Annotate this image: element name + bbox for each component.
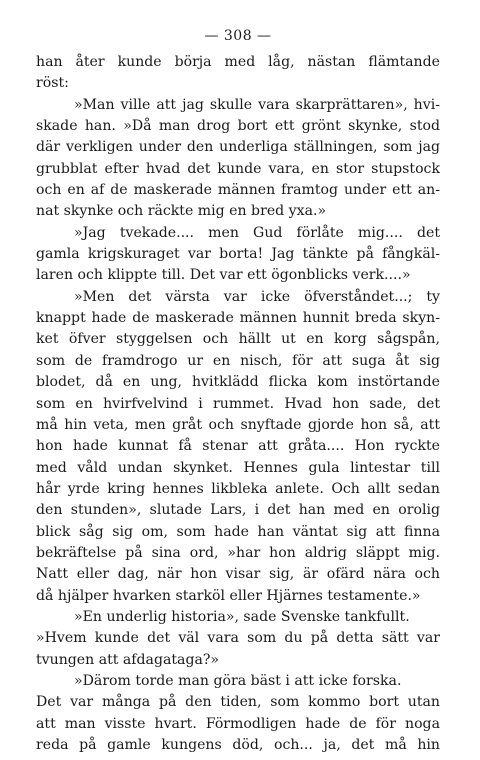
text-line: nat skynke och räckte mig en bred yxa.» xyxy=(36,203,327,220)
text-line: blodet, då en ung, hvitklädd flicka kom instörtande xyxy=(36,374,440,391)
text-line: han åter kunde börja med låg, nästan flämtande xyxy=(36,54,440,70)
text-line: hår yrde kring hennes likbleka anlete. Och allt sedan xyxy=(36,480,440,497)
text-line: röst: xyxy=(36,75,69,92)
text-line: som en hvirfvelvind i rummet. Hvad hon sade, det xyxy=(36,395,440,412)
text-line: »Jag tvekade.... men Gud förlåte mig.... det xyxy=(74,224,440,241)
text-line: »Men det värsta var icke öfverståndet...; ty xyxy=(74,288,440,305)
text-line: att man visste hvart. Förmodligen hade de för noga xyxy=(36,715,440,732)
text-line: tvungen att afdagataga?» xyxy=(36,651,220,668)
text-line: gamla krigskuraget var borta! Jag tänkte på fångkäl- xyxy=(36,246,440,263)
text-line: då hjälper hvarken starköl eller Hjärnes testamente.» xyxy=(36,587,421,604)
text-line: »Man ville att jag skulle vara skarprättaren», hvi- xyxy=(74,96,440,113)
text-line: som de framdrogo ur en nisch, för att suga åt sig xyxy=(36,352,440,369)
text-line: med våld undan skynket. Hennes gula lintestar till xyxy=(36,459,440,476)
book-page xyxy=(36,26,440,756)
text-line: knappt hade de maskerade männen hunnit breda skyn- xyxy=(36,310,440,327)
body-text xyxy=(36,52,440,756)
text-line: grubblat efter hvad det kunde vara, en stor stupstock xyxy=(36,160,440,177)
page-number: — 308 — xyxy=(204,28,272,44)
text-line: ket öfver styggelsen och hällt ut en korg sågspån, xyxy=(36,331,440,348)
text-line: »En underlig historia», sade Svenske tankfullt. xyxy=(74,608,410,625)
text-line: reda på gamle kungens död, och... ja, det må hin xyxy=(36,737,440,753)
text-line: blick såg sig om, som hade han väntat sig att finna xyxy=(36,523,440,540)
text-line: hon hade kunnat få stenar att gråta.... Hon ryckte xyxy=(36,438,440,455)
text-line: »Hvem kunde det väl vara som du på detta sätt var xyxy=(36,630,440,647)
text-line: där verkligen under den underliga ställningen, som jag xyxy=(36,139,440,156)
text-line: laren och klippte till. Det var ett ögonblicks verk....» xyxy=(36,267,411,284)
text-line: »Därom torde man göra bäst i att icke forska. xyxy=(74,672,402,689)
text-line: Det var många på den tiden, som kommo bort utan xyxy=(36,694,440,711)
text-line: och en af de maskerade männen framtog under ett an- xyxy=(36,182,440,199)
text-line: den stunden», slutade Lars, i det han med en orolig xyxy=(36,502,440,519)
text-line: bekräftelse på sina ord, »har hon aldrig släppt mig. xyxy=(36,544,440,561)
text-line: Natt eller dag, när hon visar sig, är ofärd nära och xyxy=(36,566,440,583)
text-line: må hin veta, men gråt och snyftade gjorde hon så, att xyxy=(36,416,440,433)
text-line: skade han. »Då man drog bort ett grönt skynke, stod xyxy=(36,118,440,135)
